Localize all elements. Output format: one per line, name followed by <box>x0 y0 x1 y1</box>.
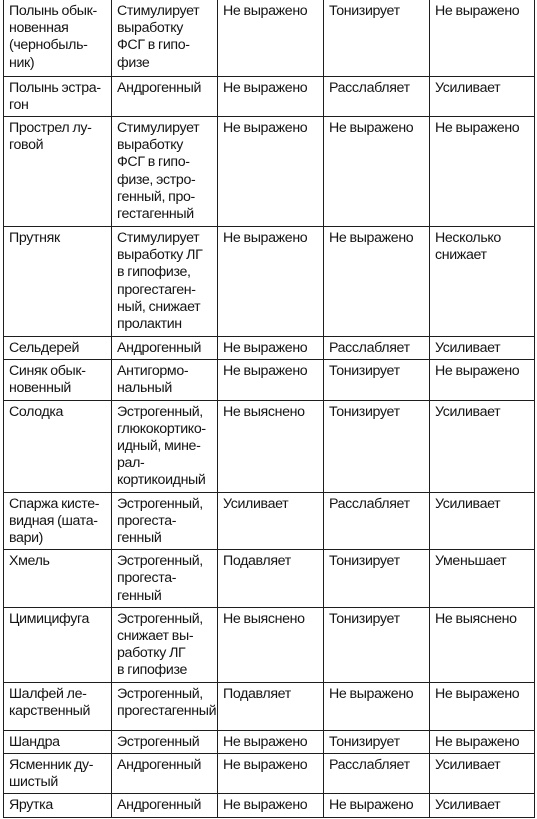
plant-name-cell <box>4 226 112 336</box>
cell-line: Стимулирует <box>117 3 200 19</box>
table-row <box>4 226 535 336</box>
cell-line: Андрогенный <box>117 756 202 773</box>
table-row <box>4 730 535 753</box>
cell-line: Андрогенный <box>117 339 202 356</box>
hormonal-effect-cell <box>112 0 218 76</box>
effect-cell-3: Не выражено <box>218 794 324 818</box>
effect-cell-5: Не выражено <box>430 730 535 753</box>
cell-line: вари) <box>9 529 44 546</box>
effect-cell-3: Не выражено <box>218 0 324 76</box>
plant-name-cell <box>4 682 112 730</box>
cell-line: генный, про- <box>117 188 195 205</box>
effect-cell-3: Подавляет <box>218 682 324 730</box>
hormonal-effect-cell <box>112 360 218 400</box>
cell-line: новенный <box>9 380 71 397</box>
cell-line: пролактин <box>117 315 182 332</box>
effect-cell-3: Не выражено <box>218 226 324 336</box>
hormonal-effect-cell <box>112 730 218 753</box>
effect-cell-5: Не выражено <box>430 682 535 730</box>
cell-line: Солодка <box>9 403 64 420</box>
cell-line: Эстрогенный, <box>117 495 203 512</box>
cell-line: прогестагенный <box>117 702 217 719</box>
plant-name-cell <box>4 753 112 793</box>
cell-line: ник) <box>9 54 35 71</box>
effect-cell-4: Тонизирует <box>324 0 430 76</box>
cell-line: Эстрогенный, <box>117 403 203 420</box>
cell-line: Ясменник ду- <box>9 756 94 773</box>
effect-cell-3: Не выражено <box>218 116 324 226</box>
cell-line: генный <box>117 529 162 546</box>
cell-line: прогестаген- <box>117 281 196 298</box>
hormonal-effect-cell <box>112 76 218 116</box>
table-row <box>4 116 535 226</box>
plant-name-cell <box>4 0 112 76</box>
cell-line: Эстрогенный <box>117 733 200 750</box>
plant-name-cell <box>4 336 112 359</box>
hormonal-effect-cell <box>112 226 218 336</box>
table-row <box>4 0 535 76</box>
cell-line: гестагенный <box>117 205 194 222</box>
plant-name-cell <box>4 730 112 753</box>
effect-cell-3: Не выражено <box>218 76 324 116</box>
cell-line: прогеста- <box>117 570 177 587</box>
cell-line: Цимицифуга <box>9 610 90 627</box>
cell-line: Стимулирует <box>117 229 200 246</box>
cell-line: Синяк обык- <box>9 363 86 380</box>
cell-line: Шандра <box>9 733 60 750</box>
hormonal-effect-cell <box>112 336 218 359</box>
effect-cell-4: Тонизирует <box>324 730 430 753</box>
cell-line: Эстрогенный, <box>117 685 203 702</box>
hormonal-effect-cell <box>112 550 218 608</box>
effect-cell-5: Усиливает <box>430 336 535 359</box>
effect-cell-5: Усиливает <box>430 492 535 550</box>
hormonal-effect-cell <box>112 116 218 226</box>
cell-line: снижает вы- <box>117 627 194 644</box>
effect-cell-4: Не выражено <box>324 116 430 226</box>
cell-line: (чернобыль- <box>9 37 88 54</box>
plant-name-cell <box>4 360 112 400</box>
effect-cell-4: Тонизирует <box>324 607 430 682</box>
cell-line: выработку ЛГ <box>117 247 203 264</box>
effect-cell-4: Расслабляет <box>324 492 430 550</box>
cell-line: гон <box>9 96 29 113</box>
cell-line: Прутняк <box>9 229 60 246</box>
table-row <box>4 360 535 400</box>
effect-cell-5: Не выражено <box>430 0 535 76</box>
plant-name-cell <box>4 400 112 492</box>
cell-line: Андрогенный <box>117 79 202 96</box>
cell-line: видная (шата- <box>9 512 98 529</box>
cell-line: говой <box>9 137 44 154</box>
effect-cell-3: Усиливает <box>218 492 324 550</box>
table-row <box>4 550 535 608</box>
cell-line: Антигормо- <box>117 363 189 380</box>
effect-cell-3: Не выражено <box>218 753 324 793</box>
effect-cell-3: Не выражено <box>218 730 324 753</box>
plant-name-cell <box>4 492 112 550</box>
table-row <box>4 607 535 682</box>
effect-cell-5: Усиливает <box>430 400 535 492</box>
cell-line: Прострел лу- <box>9 119 92 136</box>
herb-effects-table <box>3 0 535 818</box>
table-row <box>4 336 535 359</box>
cell-line: физе <box>117 54 150 71</box>
effect-cell-4: Расслабляет <box>324 753 430 793</box>
cell-line: работку ЛГ <box>117 645 186 662</box>
table-row <box>4 753 535 793</box>
cell-line: рал- <box>117 455 145 472</box>
effect-cell-5: Не выяснено <box>430 607 535 682</box>
cell-line: ный, снижает <box>117 298 201 315</box>
effect-cell-5: Уменьшает <box>430 550 535 608</box>
hormonal-effect-cell <box>112 492 218 550</box>
hormonal-effect-cell <box>112 607 218 682</box>
effect-cell-5: Не выражено <box>430 360 535 400</box>
effect-cell-4: Тонизирует <box>324 400 430 492</box>
effect-cell-4: Тонизирует <box>324 360 430 400</box>
cell-line: генный <box>117 587 162 604</box>
cell-line: глюкокортико- <box>117 420 206 437</box>
cell-line: карственный <box>9 702 91 719</box>
effect-cell-4: Не выражено <box>324 682 430 730</box>
cell-line: Андрогенный <box>117 797 202 814</box>
hormonal-effect-cell <box>112 794 218 818</box>
cell-line: Полынь эстра- <box>9 79 101 96</box>
table-row <box>4 492 535 550</box>
effect-cell-3: Не выяснено <box>218 607 324 682</box>
cell-line: Хмель <box>9 553 50 570</box>
effect-cell-3: Подавляет <box>218 550 324 608</box>
cell-line: ФСГ в гипо- <box>117 154 190 171</box>
effect-cell-5: Усиливает <box>430 753 535 793</box>
plant-name-cell <box>4 550 112 608</box>
table-row <box>4 682 535 730</box>
cell-line: Шалфей ле- <box>9 685 87 702</box>
table-row <box>4 400 535 492</box>
effect-cell-5: Усиливает <box>430 76 535 116</box>
cell-line: Полынь обык- <box>9 3 97 19</box>
cell-line: шистый <box>9 773 58 790</box>
cell-line: в гипофизе <box>117 662 187 679</box>
cell-line: кортикоидный <box>117 472 206 489</box>
cell-line: новенная <box>9 20 69 37</box>
effect-cell-4: Тонизирует <box>324 550 430 608</box>
effect-cell-3: Не выражено <box>218 360 324 400</box>
table-body <box>4 0 535 818</box>
cell-line: Эстрогенный, <box>117 553 203 570</box>
cell-line: прогеста- <box>117 512 177 529</box>
effect-cell-3: Не выяснено <box>218 400 324 492</box>
effect-cell-4: Расслабляет <box>324 336 430 359</box>
cell-line: выработку <box>117 20 184 37</box>
hormonal-effect-cell <box>112 682 218 730</box>
plant-name-cell <box>4 607 112 682</box>
effect-cell-4: Расслабляет <box>324 76 430 116</box>
cell-line: Спаржа кисте- <box>9 495 100 512</box>
effect-cell-5: Усиливает <box>430 794 535 818</box>
cell-line: физе, эстро- <box>117 171 196 188</box>
cell-line: Ярутка <box>9 797 53 814</box>
cell-line: Эстрогенный, <box>117 610 203 627</box>
hormonal-effect-cell <box>112 400 218 492</box>
cell-line: ФСГ в гипо- <box>117 37 190 54</box>
cell-line: Сельдерей <box>9 339 80 356</box>
cell-line: идный, мине- <box>117 437 201 454</box>
effect-cell-3: Не выражено <box>218 336 324 359</box>
cell-line: нальный <box>117 380 172 397</box>
effect-cell-4: Не выражено <box>324 226 430 336</box>
plant-name-cell <box>4 116 112 226</box>
table-row <box>4 794 535 818</box>
cell-line: в гипофизе, <box>117 264 191 281</box>
cell-line: выработку <box>117 137 184 154</box>
effect-cell-5: Не выражено <box>430 116 535 226</box>
plant-name-cell <box>4 76 112 116</box>
plant-name-cell <box>4 794 112 818</box>
effect-cell-4: Не выражено <box>324 794 430 818</box>
hormonal-effect-cell <box>112 753 218 793</box>
cell-line: Стимулирует <box>117 119 200 136</box>
table-row <box>4 76 535 116</box>
effect-cell-5: Несколько снижает <box>430 226 535 336</box>
